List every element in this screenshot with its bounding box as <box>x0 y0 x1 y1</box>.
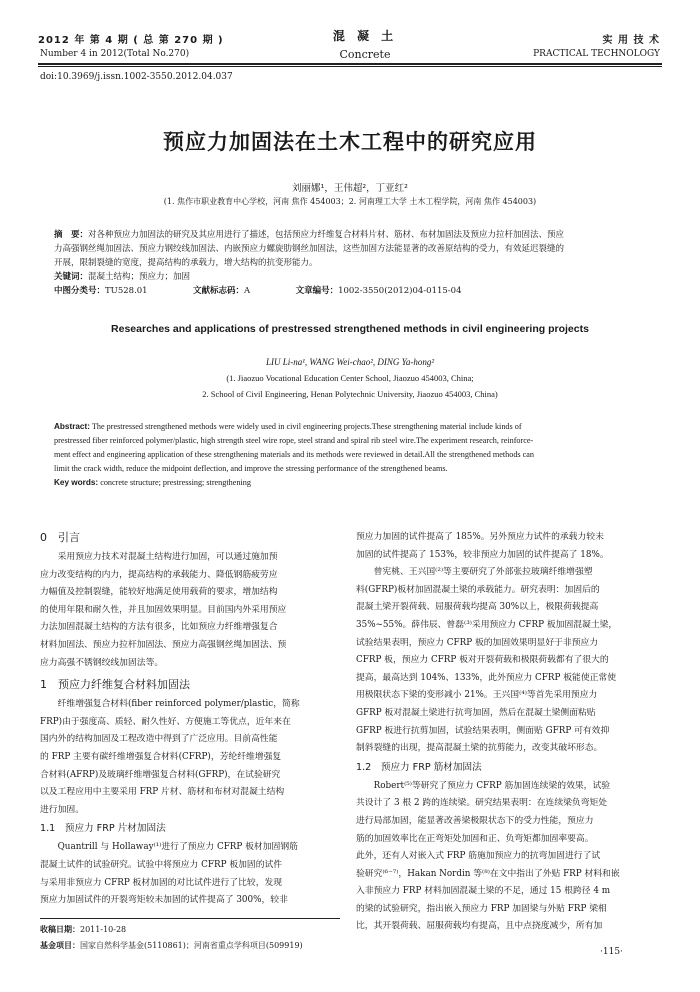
page-title: 预应力加固法在土木工程中的研究应用 <box>163 130 537 154</box>
doi: doi:10.3969/j.issn.1002-3550.2012.04.037 <box>40 72 233 82</box>
footnote-rule <box>40 918 340 919</box>
issue-cn: 2012 年 第 4 期 ( 总 第 270 期 ) <box>38 35 224 46</box>
affiliation-en-1: (1. Jiaozuo Vocational Education Center School, Jiaozuo 454003, China; <box>226 373 474 383</box>
body-line: 力幅值及控制裂缝，能较好地满足使用载荷的要求，增加结构 <box>40 587 278 598</box>
body-line: 验研究⁽⁶⁻⁷⁾，Hakan Nordin 等⁽⁸⁾在文中指出了外贴 FRP 材料和嵌 <box>356 868 620 879</box>
abstract-en <box>54 420 664 490</box>
body-line: 曾宪桃、王兴国⁽²⁾等主要研究了外部张拉玻璃纤维增强塑 <box>373 567 593 578</box>
keywords-cn-label: 关键词： <box>54 272 89 282</box>
received-date: 2011-10-28 <box>80 925 127 934</box>
body-line: 料(GFRP)板材加固混凝土梁的承载能力。研究表明：加固后的 <box>356 584 600 595</box>
section-heading-1-1: 1.1 预应力 FRP 片材加固法 <box>40 823 166 835</box>
body-line: 混凝土梁开裂荷载、屈服荷载均提高 30%以上，极限荷载提高 <box>356 602 599 613</box>
journal-cn: 混 凝 土 <box>332 29 398 43</box>
affiliation-cn: (1. 焦作市职业教育中心学校，河南 焦作 454003；2. 河南理工大学 土木工程学院，河南 焦作 454003) <box>163 197 537 206</box>
body-line: 加固的试件提高了 153%，较非预应力加固的试件提高了 18%。 <box>356 549 609 560</box>
abstract-en-label: Abstract: <box>54 422 90 431</box>
header-rule-thin <box>38 66 662 67</box>
section-heading-1: 1 预应力纤维复合材料加固法 <box>40 678 190 692</box>
journal-en: Concrete <box>339 48 391 61</box>
keywords-en-label: Key words: <box>54 478 99 487</box>
body-line: 纤维增强复合材料(fiber reinforced polymer/plastic，简称 <box>57 699 300 710</box>
body-line: 力法加固混凝土结构的方法有很多，比如预应力纤维增强复合 <box>40 622 278 633</box>
fund-label: 基金项目： <box>40 941 80 950</box>
body-line: 试验结果表明，预应力 CFRP 板的加固效果明显好于非预应力 <box>356 637 599 648</box>
doc-code: A <box>244 286 251 296</box>
article-number: 1002-3550(2012)04-0115-04 <box>338 286 462 296</box>
abstract-en-line: The prestressed strengthened methods were widely used in civil engineering projects.These strengthening material include kinds of <box>91 422 522 431</box>
body-line: 筋的加固效率比在正弯矩处加固和正、负弯矩都加固率要高。 <box>356 833 594 844</box>
body-line: 与采用非预应力 CFRP 板材加固的对比试件进行了比较，发现 <box>40 877 283 888</box>
section-cn: 实 用 技 术 <box>602 35 660 46</box>
body-line: 采用预应力技术对混凝土结构进行加固，可以通过施加预 <box>57 552 278 562</box>
body-line: 合材料(AFRP)及玻璃纤维增强复合材料(GFRP)，在试验研究 <box>40 769 281 780</box>
clc-number: TU528.01 <box>105 286 148 296</box>
body-line: 提高，最高达到 104%、133%，此外预应力 CFRP 板能使正常使 <box>356 672 617 683</box>
abstract-cn-line: 开展，限制裂缝的宽度，提高结构的承载力，增大结构的抗变形能力。 <box>54 258 318 268</box>
body-line: GFRP 板进行抗剪加固，试验结果表明，侧面贴 GFRP 可有效抑 <box>356 725 610 736</box>
body-line: 应力高强不锈钢绞线加固法等。 <box>40 657 164 668</box>
body-line: 材料加固法、预应力拉杆加固法、预应力高强钢丝绳加固法、预 <box>40 639 287 650</box>
right-column <box>356 529 660 936</box>
body-line: Robert⁽⁵⁾等研究了预应力 CFRP 筋加固连续梁的效果，试验 <box>373 780 611 791</box>
body-line: 比，其开裂荷载、屈服荷载均有提高，且中点挠度减少，所有加 <box>356 921 603 932</box>
header-rule <box>38 63 662 65</box>
body-line: 此外，还有人对嵌入式 FRP 筋施加预应力的抗弯加固进行了试 <box>356 851 601 862</box>
body-line: FRP)由于强度高、质轻、耐久性好、方便施工等优点，近年来在 <box>40 716 291 727</box>
body-line: 35%~55%。薛伟辰、曾磊⁽³⁾采用预应力 CFRP 板加固混凝土梁， <box>356 619 618 630</box>
body-line: 以及工程应用中主要采用 FRP 片材、筋材和布材对混凝土结构 <box>40 787 285 798</box>
body-line: Quantrill 与 Hollaway⁽¹⁾进行了预应力 CFRP 板材加固钢筋 <box>57 842 298 853</box>
abstract-en-line: ment effect and engineering application of these strengthening materials and its methods were reviewed in detail.All the strengthened methods can <box>54 450 535 459</box>
body-line: 进行局部加固，能显著改善梁极限状态下的受力性能，预应力 <box>356 815 594 826</box>
authors-en: LIU Li-na¹, WANG Wei-chao², DING Ya-hong² <box>265 357 435 367</box>
body-line: 进行加固。 <box>40 804 84 815</box>
abstract-en-line: limit the crack width, reduce the midpoint deflection, and improve the stressing performance of the strengthened beams. <box>54 464 448 473</box>
affiliation-en-2: 2. School of Civil Engineering, Henan Polytechnic University, Jiaozuo 454003, China) <box>202 389 498 399</box>
body-line: 的梁的试验研究，指出嵌入预应力 FRP 加固梁与外贴 FRP 梁相 <box>356 903 607 914</box>
section-heading-intro: 0 引言 <box>40 531 80 544</box>
body-line: 应力改变结构的内力，提高结构的承载能力、降低钢筋疲劳应 <box>40 569 278 580</box>
body-line: 预应力加固的试件提高了 185%。另外预应力试件的承载力较未 <box>356 532 604 542</box>
section-heading-1-2: 1.2 预应力 FRP 筋材加固法 <box>356 761 482 773</box>
title-en: Researches and applications of prestressed strengthened methods in civil engineering projects <box>111 323 589 335</box>
body-line: 国内外的结构加固及工程改造中得到了广泛应用。目前高性能 <box>40 734 278 745</box>
body-line: 用极限状态下梁的变形减小 21%。王兴国⁽⁴⁾等首先采用预应力 <box>356 690 598 701</box>
abstract-en-line: prestressed fiber reinforced polymer/plastic, high strength steel wire rope, steel strand and spiral rib steel wire.The experiment research, reinforce- <box>54 436 534 445</box>
body-line: 制斜裂缝的出现，提高混凝土梁的抗剪能力，改变其破坏形态。 <box>356 743 603 754</box>
article-number-label: 文章编号： <box>295 286 339 296</box>
body-line: CFRP 板，预应力 CFRP 板对开裂荷载和极限荷载都有了很大的 <box>356 655 609 666</box>
abstract-cn-line: 对各种预应力加固法的研究及其应用进行了描述，包括预应力纤维复合材料片材、筋材、布材加固法及预应力拉杆加固法、预应 <box>88 230 565 240</box>
abstract-cn-label: 摘 要： <box>54 230 89 240</box>
left-column <box>40 527 340 910</box>
footnote <box>40 922 340 954</box>
body-line: 的 FRP 主要有碳纤维增强复合材料(CFRP)，芳纶纤维增强复 <box>40 751 282 762</box>
page-number: ·115· <box>600 947 623 957</box>
section-en: PRACTICAL TECHNOLOGY <box>533 49 660 59</box>
fund-text: 国家自然科学基金(5110861)；河南省重点学科项目(509919) <box>80 941 303 950</box>
body-line: 预应力加固试件的开裂弯矩较未加固的试件提高了 300%，较非 <box>40 895 288 906</box>
abstract-cn-line: 力高强钢丝绳加固法、预应力钢绞线加固法、内嵌预应力螺旋肋钢丝加固法，这些加固方法能显著的改善原结构的受力，有效延迟裂缝的 <box>54 244 565 254</box>
authors-cn: 刘丽娜¹，王伟超²，丁亚红² <box>292 183 408 194</box>
body-line: GFRP 板对混凝土梁进行抗弯加固，然后在混凝土梁侧面粘贴 <box>356 707 596 718</box>
issue-en: Number 4 in 2012(Total No.270) <box>40 49 190 59</box>
body-line: 的使用年限和耐久性，并且加固效果明显。目前国内外采用预应 <box>40 604 287 615</box>
abstract-cn <box>54 228 654 298</box>
keywords-en: concrete structure; prestressing; strengthening <box>100 478 251 487</box>
received-label: 收稿日期： <box>40 925 80 934</box>
keywords-cn: 混凝土结构；预应力；加固 <box>88 272 191 282</box>
body-line: 入非预应力 FRP 材料加固混凝土梁的不足，通过 15 根跨径 4 m <box>356 886 611 897</box>
doc-code-label: 文献标志码： <box>193 286 245 296</box>
body-line: 共设计了 3 根 2 跨的连续梁。研究结果表明：在连续梁负弯矩处 <box>356 798 608 809</box>
clc-label: 中图分类号： <box>54 286 106 296</box>
body-line: 混凝土试件的试验研究。试验中将预应力 CFRP 板加固的试件 <box>40 859 283 870</box>
